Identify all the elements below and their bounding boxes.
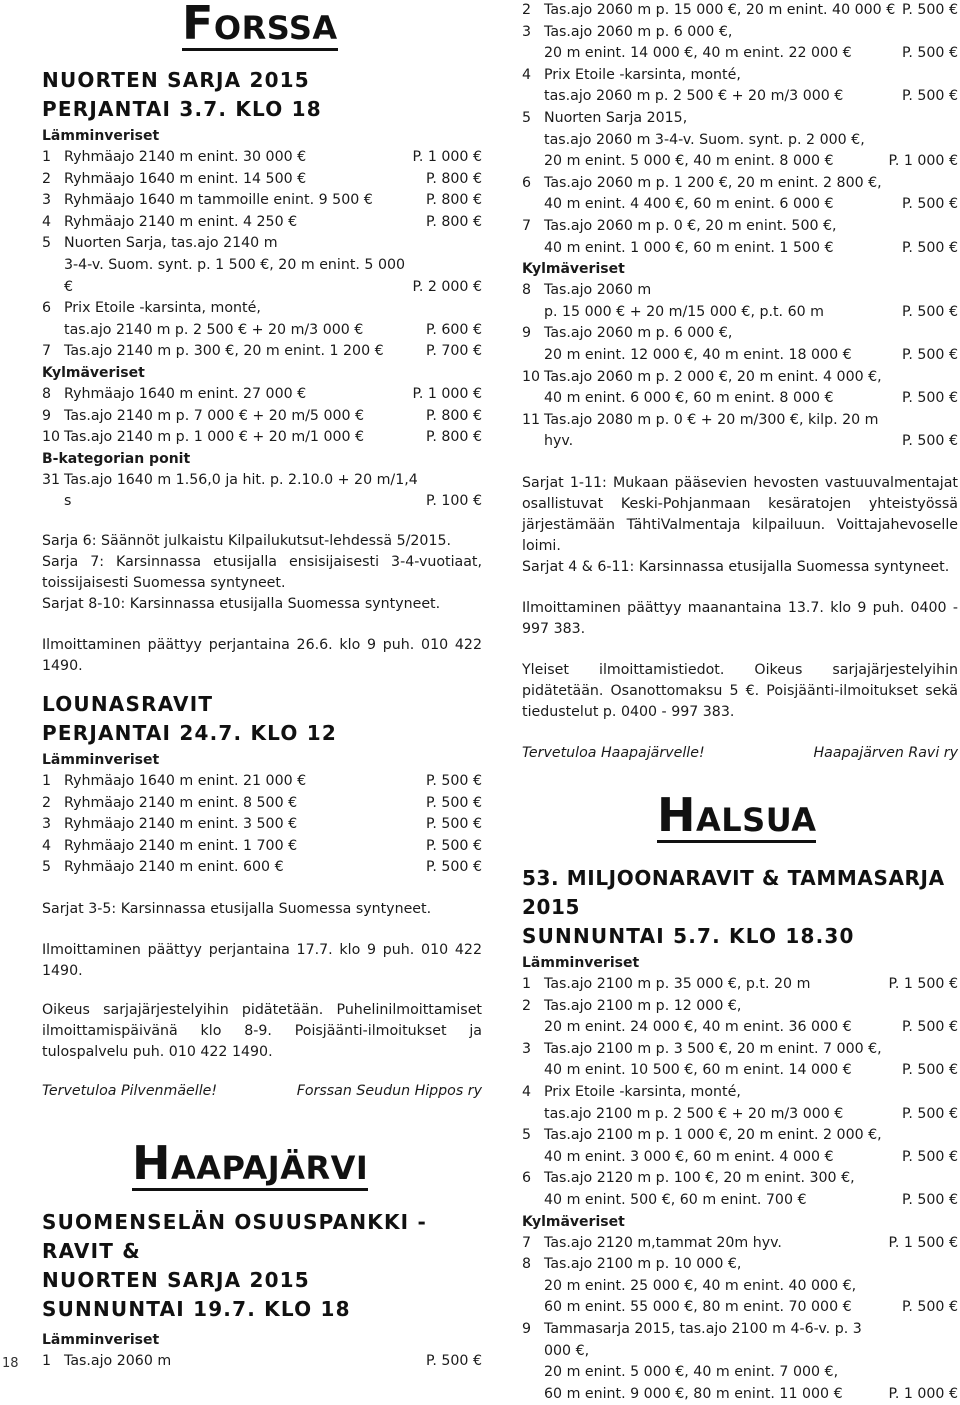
halsua-event — [522, 864, 958, 1405]
race-row — [522, 1039, 958, 1082]
race-number: 7 — [42, 343, 52, 360]
race-description: Prix Etoile -karsinta, monté, tas.ajo 2100 m p. 2 500 € + 20 m/3 000 € — [544, 1083, 844, 1122]
race-number: 8 — [522, 1256, 532, 1273]
race-row — [42, 212, 482, 234]
race-number: 2 — [522, 997, 532, 1014]
race-description: Tas.ajo 2100 m p. 10 000 €, 20 m enint. 25 000 €, 40 m enint. 40 000 €, 60 m enint. 55 000 €, 80 m enint. 70 000 € — [544, 1256, 857, 1316]
race-number: 8 — [522, 282, 532, 299]
race-description: Ryhmäajo 1640 m enint. 27 000 € — [64, 385, 307, 402]
race-list — [42, 1351, 482, 1373]
race-row — [522, 0, 958, 22]
race-prize: P. 2 000 € — [412, 278, 482, 295]
race-prize: P. 500 € — [902, 433, 958, 450]
race-row — [42, 190, 482, 212]
race-row — [522, 1233, 958, 1255]
race-list — [522, 974, 958, 1212]
race-description: Tas.ajo 2060 m p. 2 000 €, 20 m enint. 4 000 €, 40 m enint. 6 000 €, 60 m enint. 8 000 € — [544, 368, 882, 407]
race-number: 5 — [42, 859, 52, 876]
race-prize: P. 100 € — [426, 493, 482, 510]
race-prize: P. 500 € — [902, 1019, 958, 1036]
race-row — [42, 1351, 482, 1373]
race-description: Nuorten Sarja 2015, tas.ajo 2060 m 3-4-v. Suom. synt. p. 2 000 €, 20 m enint. 5 000 €, 40 m enint. 8 000 € — [544, 109, 865, 170]
race-description: Ryhmäajo 2140 m enint. 30 000 € — [64, 149, 307, 165]
category-heading: Kylmäveriset — [522, 1213, 625, 1230]
race-number: 9 — [522, 1320, 532, 1337]
race-prize: P. 500 € — [902, 239, 958, 256]
race-prize: P. 500 € — [902, 1062, 958, 1079]
race-prize: P. 500 € — [902, 88, 958, 105]
forssa-event1 — [42, 66, 482, 677]
category-heading: B-kategorian ponit — [42, 450, 191, 467]
race-number: 6 — [42, 300, 52, 317]
race-prize: P. 500 € — [902, 45, 958, 62]
event-date: PERJANTAI 24.7. KLO 12 — [42, 721, 337, 745]
event-subtitle: NUORTEN SARJA 2015 — [42, 1268, 310, 1292]
race-row — [522, 1319, 958, 1405]
organizer-text: Forssan Seudun Hippos ry — [296, 1082, 482, 1099]
race-number: 7 — [522, 217, 532, 234]
race-prize: P. 500 € — [902, 2, 958, 18]
race-number: 3 — [42, 816, 52, 833]
race-row — [522, 173, 958, 216]
organizer-text: Haapajärven Ravi ry — [813, 744, 958, 761]
race-row — [522, 367, 958, 410]
race-number: 3 — [522, 1040, 532, 1057]
race-description: Ryhmäajo 1640 m tammoille enint. 9 500 € — [64, 192, 373, 209]
race-description: Tas.ajo 2100 m p. 35 000 €, p.t. 20 m — [544, 976, 811, 992]
race-row — [522, 1168, 958, 1211]
race-row — [42, 771, 482, 793]
race-prize: P. 1 000 € — [412, 149, 482, 165]
race-description: Ryhmäajo 1640 m enint. 21 000 € — [64, 773, 307, 789]
race-number: 1 — [42, 149, 52, 165]
race-row — [42, 169, 482, 191]
town-title-forssa: Forssa — [182, 0, 338, 50]
note-text: Sarjat 1-11: Mukaan pääsevien hevosten vastuuvalmentajat osallistuvat Keski-Pohjanmaan kesäratojen yhteistyössä järjestämään TähtiValmentaja kilpailuun. Voittajahevoselle loimi. — [522, 474, 958, 554]
race-description: Ryhmäajo 2140 m enint. 1 700 € — [64, 837, 298, 854]
race-row — [522, 216, 958, 259]
race-prize: P. 500 € — [902, 303, 958, 320]
registration-info: Ilmoittaminen päättyy perjantaina 17.7. klo 9 puh. 010 422 1490. — [42, 941, 482, 979]
race-prize: P. 700 € — [426, 343, 482, 360]
race-prize: P. 800 € — [426, 213, 482, 230]
race-description: Prix Etoile -karsinta, monté, tas.ajo 2140 m p. 2 500 € + 20 m/3 000 € — [64, 300, 364, 338]
race-description: Tas.ajo 2100 m p. 1 000 €, 20 m enint. 2 000 €, 40 m enint. 3 000 €, 60 m enint. 4 000 € — [544, 1127, 882, 1165]
race-prize: P. 1 000 € — [412, 385, 482, 402]
race-number: 2 — [42, 794, 52, 811]
race-prize: P. 1 500 € — [888, 976, 958, 992]
race-description: Tas.ajo 2080 m p. 0 € + 20 m/300 €, kilp. 20 m hyv. — [544, 411, 879, 450]
welcome-text: Tervetuloa Haapajärvelle! — [522, 744, 705, 761]
event-title: NUORTEN SARJA 2015 — [42, 68, 310, 92]
race-description: Ryhmäajo 2140 m enint. 600 € — [64, 859, 284, 876]
race-description: Tas.ajo 2060 m p. 15 000 €, 20 m enint. 40 000 € — [544, 2, 896, 18]
category-heading: Lämminveriset — [522, 955, 640, 971]
race-prize: P. 500 € — [426, 773, 482, 789]
race-number: 4 — [42, 837, 52, 854]
race-prize: P. 500 € — [902, 196, 958, 213]
signature — [42, 1081, 482, 1102]
race-number: 2 — [522, 2, 532, 18]
race-row — [522, 65, 958, 108]
race-prize: P. 1 500 € — [888, 1234, 958, 1251]
race-row — [42, 406, 482, 428]
race-row — [522, 1125, 958, 1168]
town-title-haapajarvi: Haapajärvi — [132, 1136, 369, 1190]
event-title: SUOMENSELÄN OSUUSPANKKI -RAVIT & — [42, 1210, 427, 1263]
race-row — [522, 974, 958, 996]
race-number: 10 — [42, 429, 61, 446]
race-description: Tas.ajo 2120 m p. 100 €, 20 m enint. 300 €, 40 m enint. 500 €, 60 m enint. 700 € — [544, 1170, 855, 1208]
race-row — [522, 108, 958, 173]
race-row — [42, 836, 482, 858]
race-number: 5 — [42, 235, 52, 252]
race-prize: P. 500 € — [902, 346, 958, 363]
race-number: 4 — [522, 1083, 532, 1100]
race-row — [42, 427, 482, 449]
race-row — [42, 341, 482, 363]
race-row — [42, 814, 482, 836]
race-number: 3 — [522, 23, 532, 40]
race-prize: P. 500 € — [426, 1353, 482, 1369]
race-prize: P. 500 € — [426, 837, 482, 854]
race-prize: P. 500 € — [426, 816, 482, 833]
race-prize: P. 800 € — [426, 407, 482, 424]
race-number: 1 — [42, 773, 52, 789]
note-text: Sarjat 8-10: Karsinnassa etusijalla Suomessa syntyneet. — [42, 595, 441, 612]
race-description: Prix Etoile -karsinta, monté, tas.ajo 2060 m p. 2 500 € + 20 m/3 000 € — [544, 66, 844, 105]
race-row — [42, 384, 482, 406]
race-row — [42, 147, 482, 169]
race-description: Ryhmäajo 1640 m enint. 14 500 € — [64, 170, 307, 187]
race-description: Tas.ajo 2140 m p. 1 000 € + 20 m/1 000 € — [64, 429, 365, 446]
signature — [522, 743, 958, 764]
race-description: Tas.ajo 2140 m p. 7 000 € + 20 m/5 000 € — [64, 407, 365, 424]
race-prize: P. 500 € — [902, 1299, 958, 1316]
race-prize: P. 800 € — [426, 170, 482, 187]
race-number: 31 — [42, 471, 61, 488]
race-description: Tas.ajo 2060 m p. 6 000 €, 20 m enint. 12 000 €, 40 m enint. 18 000 € — [544, 325, 852, 363]
race-description: Ryhmäajo 2140 m enint. 4 250 € — [64, 213, 298, 230]
race-row — [522, 323, 958, 366]
additional-info: Yleiset ilmoittamistiedot. Oikeus sarjajärjestelyihin pidätetään. Osanottomaksu 5 €. Poisjäänti-ilmoitukset sekä tiedustelut p. 0400 - 997 383. — [522, 661, 958, 720]
race-number: 5 — [522, 109, 532, 126]
race-row — [522, 22, 958, 65]
race-number: 4 — [42, 213, 52, 230]
race-list — [42, 384, 482, 449]
race-description: Tas.ajo 2120 m,tammat 20m hyv. — [544, 1234, 782, 1251]
race-number: 1 — [42, 1353, 52, 1369]
event-date: SUNNUNTAI 5.7. KLO 18.30 — [522, 924, 855, 948]
race-prize: P. 800 € — [426, 429, 482, 446]
race-number: 5 — [522, 1127, 532, 1144]
forssa-event2 — [42, 690, 482, 1102]
haapajarvi-event-cont — [522, 0, 958, 764]
race-prize: P. 500 € — [426, 794, 482, 811]
category-heading: Kylmäveriset — [522, 261, 625, 278]
race-row — [522, 1254, 958, 1319]
race-description: Tas.ajo 2100 m p. 12 000 €, 20 m enint. 24 000 €, 40 m enint. 36 000 € — [544, 997, 852, 1036]
race-row — [522, 996, 958, 1039]
race-description: Tas.ajo 2060 m — [64, 1353, 172, 1369]
race-description: Tas.ajo 2060 m p. 6 000 €, 20 m enint. 14 000 €, 40 m enint. 22 000 € — [544, 23, 852, 62]
race-number: 10 — [522, 368, 541, 385]
race-prize: P. 500 € — [902, 1148, 958, 1165]
race-row — [42, 470, 482, 513]
race-row — [42, 793, 482, 815]
event-title: LOUNASRAVIT — [42, 692, 214, 716]
category-heading: Lämminveriset — [42, 128, 160, 144]
race-row — [522, 280, 958, 323]
race-description: Ryhmäajo 2140 m enint. 3 500 € — [64, 816, 298, 833]
page-number: 18 — [2, 1356, 19, 1371]
category-heading: Lämminveriset — [42, 1332, 160, 1348]
race-list — [42, 147, 482, 363]
race-description: Tas.ajo 2060 m p. 15 000 € + 20 m/15 000 €, p.t. 60 m — [544, 282, 824, 320]
race-number: 8 — [42, 385, 52, 402]
race-number: 3 — [42, 192, 52, 209]
category-heading: Lämminveriset — [42, 752, 160, 768]
race-row — [42, 233, 482, 298]
category-heading: Kylmäveriset — [42, 364, 145, 381]
race-prize: P. 800 € — [426, 192, 482, 209]
race-list — [42, 470, 482, 513]
haapajarvi-event-start — [42, 1208, 482, 1373]
race-number: 6 — [522, 1170, 532, 1187]
race-description: Tammasarja 2015, tas.ajo 2100 m 4-6-v. p. 3 000 €, 20 m enint. 5 000 €, 40 m enint. 7 000 €, 60 m enint. 9 000 €, 80 m enint. 11 000 € — [544, 1320, 862, 1402]
race-prize: P. 1 000 € — [888, 153, 958, 170]
race-row — [42, 857, 482, 879]
welcome-text: Tervetuloa Pilvenmäelle! — [42, 1082, 218, 1099]
race-row — [522, 1082, 958, 1125]
event-date: SUNNUNTAI 19.7. KLO 18 — [42, 1297, 351, 1321]
race-prize: P. 1 000 € — [888, 1385, 958, 1402]
race-number: 9 — [42, 407, 52, 424]
race-number: 9 — [522, 325, 532, 342]
race-prize: P. 600 € — [426, 321, 482, 338]
note-text: Sarjat 3-5: Karsinnassa etusijalla Suomessa syntyneet. — [42, 900, 432, 917]
race-number: 7 — [522, 1234, 532, 1251]
registration-info: Ilmoittaminen päättyy maanantaina 13.7. klo 9 puh. 0400 - 997 383. — [522, 599, 958, 637]
town-title-halsua: Halsua — [657, 788, 817, 842]
event-title: 53. MILJOONARAVIT & TAMMASARJA 2015 — [522, 866, 945, 919]
race-description: Tas.ajo 2140 m p. 300 €, 20 m enint. 1 200 € — [64, 343, 384, 360]
race-description: Ryhmäajo 2140 m enint. 8 500 € — [64, 794, 298, 811]
race-row — [522, 410, 958, 453]
race-list — [522, 1233, 958, 1405]
race-row — [42, 298, 482, 341]
additional-info: Oikeus sarjajärjestelyihin pidätetään. Puhelinilmoittamiset ilmoittamispäivänä klo 8-9. Poisjäänti-ilmoitukset ja tulospalvelu puh. 010 422 1490. — [42, 1001, 482, 1060]
race-prize: P. 500 € — [902, 390, 958, 407]
race-description: Tas.ajo 1640 m 1.56,0 ja hit. p. 2.10.0 + 20 m/1,4 s — [64, 471, 418, 510]
race-description: Tas.ajo 2060 m p. 1 200 €, 20 m enint. 2 800 €, 40 m enint. 4 400 €, 60 m enint. 6 000 € — [544, 174, 882, 213]
event-date: PERJANTAI 3.7. KLO 18 — [42, 97, 322, 121]
race-description: Tas.ajo 2100 m p. 3 500 €, 20 m enint. 7 000 €, 40 m enint. 10 500 €, 60 m enint. 14 000 € — [544, 1040, 882, 1079]
race-number: 4 — [522, 66, 532, 83]
note-text: Sarjat 4 & 6-11: Karsinnassa etusijalla Suomessa syntyneet. — [522, 558, 950, 575]
race-number: 2 — [42, 170, 52, 187]
race-number: 6 — [522, 174, 532, 191]
race-description: Nuorten Sarja, tas.ajo 2140 m 3-4-v. Suom. synt. p. 1 500 €, 20 m enint. 5 000 € — [64, 235, 406, 295]
race-prize: P. 500 € — [902, 1105, 958, 1122]
race-description: Tas.ajo 2060 m p. 0 €, 20 m enint. 500 €, 40 m enint. 1 000 €, 60 m enint. 1 500 € — [544, 217, 837, 256]
race-prize: P. 500 € — [902, 1191, 958, 1208]
note-text: Sarja 7: Karsinnassa etusijalla ensisijaisesti 3-4-vuotiaat, toissijaisesti Suomessa syntyneet. — [42, 553, 482, 591]
race-prize: P. 500 € — [426, 859, 482, 876]
race-number: 11 — [522, 411, 541, 428]
race-list — [42, 771, 482, 879]
note-text: Sarja 6: Säännöt julkaistu Kilpailukutsut-lehdessä 5/2015. — [42, 532, 452, 549]
registration-info: Ilmoittaminen päättyy perjantaina 26.6. klo 9 puh. 010 422 1490. — [42, 636, 482, 674]
race-number: 1 — [522, 976, 532, 992]
